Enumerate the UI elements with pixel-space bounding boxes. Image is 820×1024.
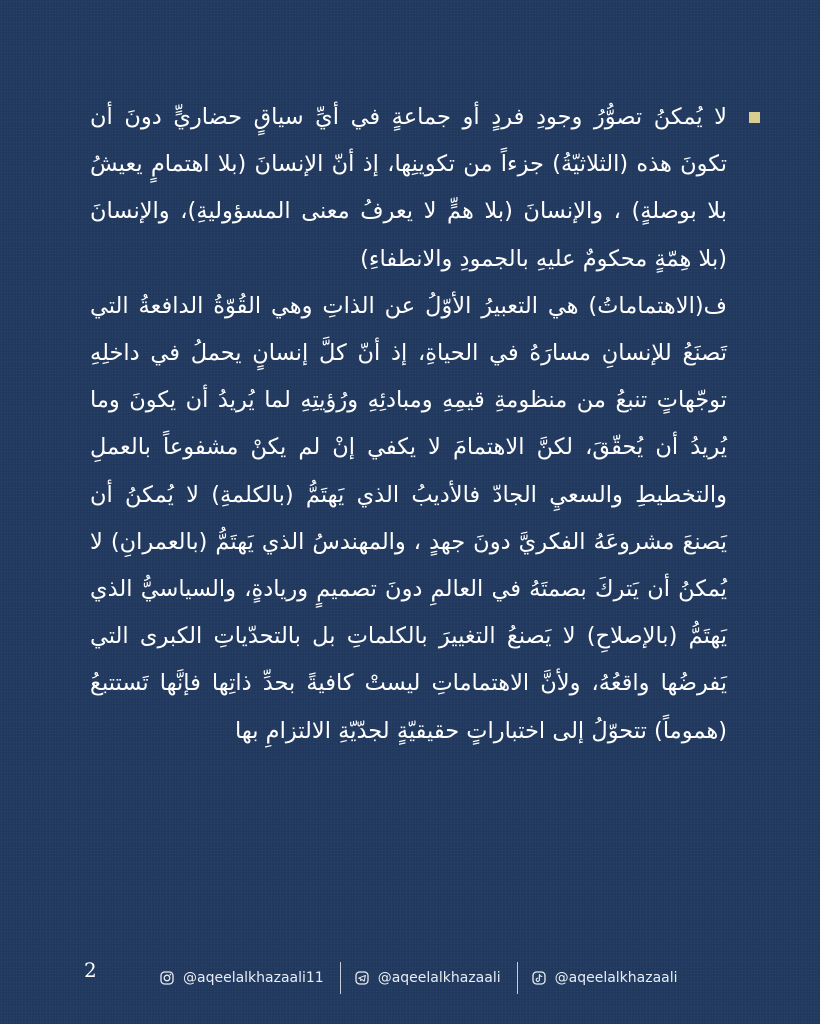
page-number: 2: [84, 958, 97, 982]
telegram-link[interactable]: [355, 970, 501, 986]
footer-divider: [340, 962, 341, 994]
paragraph-1: لا يُمكنُ تصوُّرُ وجودِ فردٍ أو جماعةٍ في أيِّ سياقٍ حضاريٍّ دونَ أن تكونَ هذه (الثلاثيّةُ) جزءاً من تكوينِها، إذ أنّ الإنسانَ (بلا اهتمامٍ يعيشُ بلا بوصلةٍ) ، والإنسانَ (بلا همٍّ لا يعرفُ معنى المسؤوليةِ)، والإنسانَ (بلا هِمّةٍ محكومٌ عليهِ بالجمودِ والانطفاءِ): [90, 104, 727, 272]
body-text: [90, 94, 727, 755]
tiktok-handle: @aqeelalkhazaali: [554, 970, 678, 986]
telegram-icon: [355, 971, 369, 985]
footer-divider: [517, 962, 518, 994]
bullet-square-icon: [749, 112, 760, 123]
telegram-handle: @aqeelalkhazaali: [377, 970, 501, 986]
instagram-link[interactable]: [160, 970, 324, 986]
tiktok-icon: [532, 971, 546, 985]
social-footer: [160, 962, 678, 994]
tiktok-link[interactable]: [532, 970, 678, 986]
instagram-handle: @aqeelalkhazaali11: [183, 970, 324, 986]
instagram-icon: [160, 971, 174, 985]
paragraph-2: ف(الاهتماماتُ) هي التعبيرُ الأوّلُ عن الذاتِ وهي القُوّةُ الدافعةُ التي تَصنَعُ للإنسانِ مسارَهُ في الحياةِ، إذ أنّ كلَّ إنسانٍ يحملُ في داخلِهِ توجّهاتٍ تنبعُ من منظومةِ قيمِهِ ومبادئِهِ ورُؤيتِهِ لما يُريدُ أن يكونَ وما يُريدُ أن يُحقّقَ، لكنَّ الاهتمامَ لا يكفي إنْ لم يكنْ مشفوعاً بالعملِ والتخطيطِ والسعيِ الجادّ فالأديبُ الذي يَهتَمُّ (بالكلمةِ) لا يُمكنُ أن يَصنعَ مشروعَهُ الفكريَّ دونَ جهدٍ ، والمهندسُ الذي يَهتَمُّ (بالعمرانِ) لا يُمكنُ أن يَتركَ بصمتَهُ في العالمِ دونَ تصميمٍ وريادةٍ، والسياسيُّ الذي يَهتَمُّ (بالإصلاحِ) لا يَصنعُ التغييرَ بالكلماتِ بل بالتحدّياتِ الكبرى التي يَفرضُها واقعُهُ، ولأنَّ الاهتماماتِ ليستْ كافيةً بحدِّ ذاتِها فإنَّها تَستتبعُ (هموماً) تتحوّلُ إلى اختباراتٍ حقيقيّةٍ لجدّيّةِ الالتزامِ بها: [90, 292, 727, 744]
